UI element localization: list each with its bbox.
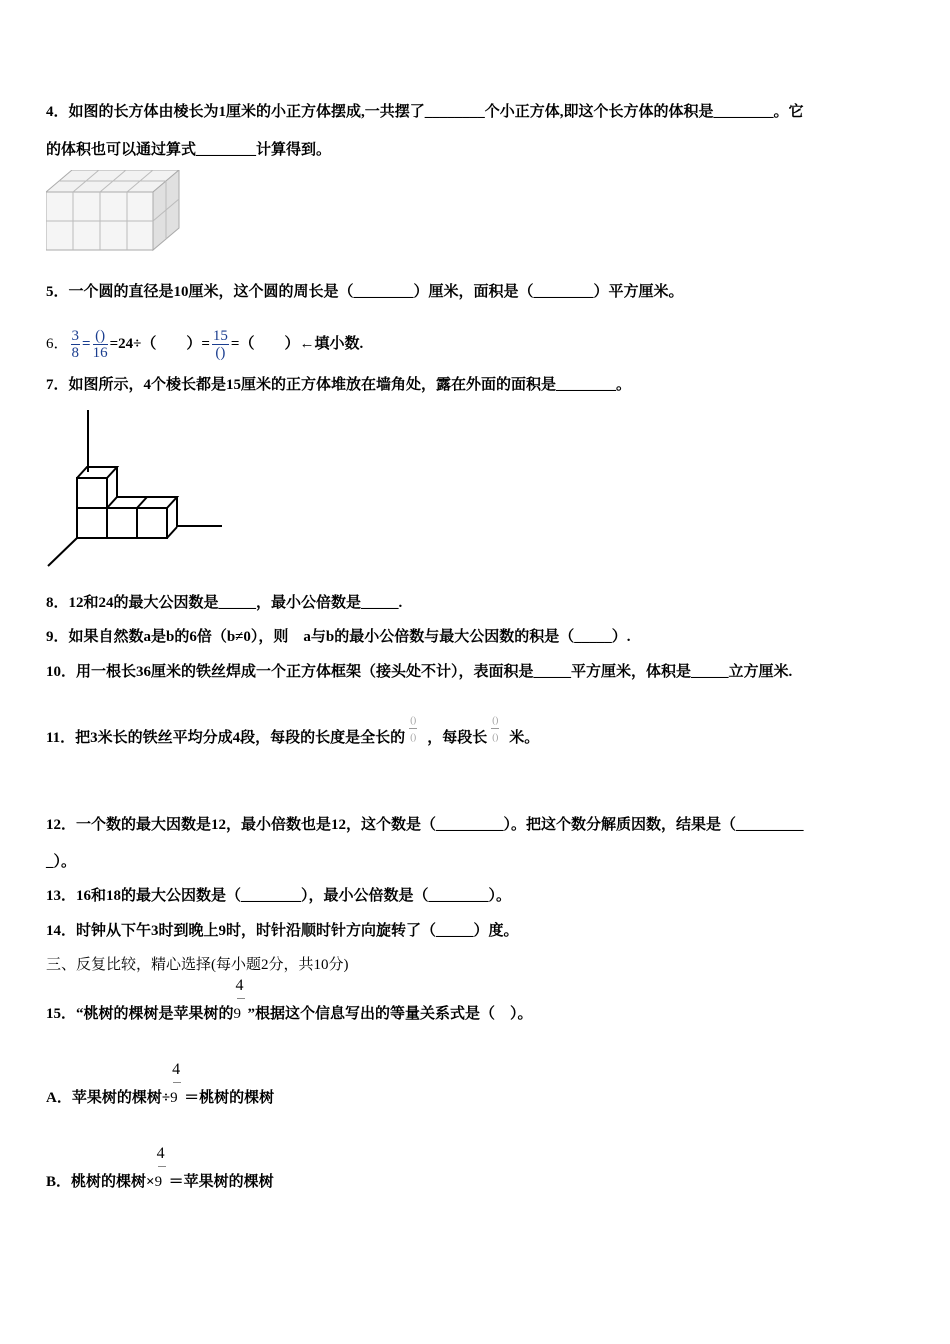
fraction-3-8: $\frac{3}{8}$ — [71, 328, 80, 361]
q4-line1: 4．如图的长方体由棱长为1厘米的小正方体摆成,一共摆了________个小正方体,即这个长方体的体积是________。它 — [46, 104, 804, 120]
q9: 9．如果自然数a是b的6倍（b≠0），则 a与b的最小公倍数与最大公因数的积是（_____）. — [46, 629, 631, 645]
q13: 13．16和18的最大公因数是（________），最小公倍数是（________）。 — [46, 888, 512, 904]
option-b[interactable]: B．桃树的棵树× $\frac{4}{9}=$苹果树的棵树 — [46, 1145, 274, 1190]
option-a[interactable]: A．苹果树的棵树÷ $\frac{4}{9}=$桃树的棵树 — [46, 1061, 275, 1106]
q4-line2: 的体积也可以通过算式________计算得到。 — [46, 142, 332, 158]
stacked-cubes-figure — [46, 410, 226, 568]
q8: 8．12和24的最大公因数是_____，最小公倍数是_____. — [46, 595, 403, 611]
fraction-15-blank: $\frac{15}{()}$ — [212, 328, 228, 361]
fraction-4-9: $\frac{4}{9}$ — [170, 1061, 181, 1106]
fraction-placeholder: () () — [409, 712, 417, 745]
q5: 5．一个圆的直径是10厘米，这个圆的周长是（________）厘米，面积是（________）平方厘米。 — [46, 284, 684, 300]
q6-number: 6． — [46, 335, 69, 352]
q11: 11．把3米长的铁丝平均分成4段，每段的长度是全长的 () () ，每段长 () () 米。 — [46, 728, 539, 748]
fraction-placeholder: () () — [491, 712, 499, 745]
fraction-4-9: $\frac{4}{9}$ — [154, 1145, 165, 1190]
q12-line1: 12．一个数的最大因数是12，最小倍数也是12，这个数是（_________）。把这个数分解质因数，结果是（_________ — [46, 817, 804, 833]
q12-line2: _）。 — [46, 854, 77, 870]
q6: 6． $\frac{3}{8}$ = $\frac{()}{16}$ =24÷（ ）= $\frac{15}{()}$ =（ ）←填小数. — [46, 328, 364, 361]
cuboid-figure — [46, 170, 181, 252]
q7: 7．如图所示，4个棱长都是15厘米的正方体堆放在墙角处，露在外面的面积是________。 — [46, 377, 632, 393]
fraction-4-9: $\frac{4}{9}$ — [233, 977, 244, 1022]
section-3-heading: 三、反复比较，精心选择(每小题2分，共10分) — [46, 957, 349, 973]
q10: 10．用一根长36厘米的铁丝焊成一个正方体框架（接头处不计），表面积是_____平方厘米，体积是_____立方厘米. — [46, 664, 793, 680]
fraction-blank-16: $\frac{()}{16}$ — [92, 328, 108, 361]
q14: 14．时钟从下午3时到晚上9时，时针沿顺时针方向旋转了（_____）度。 — [46, 923, 519, 939]
q15: 15．“桃树的棵树是苹果树的 $\frac{4}{9}$”根据这个信息写出的等量关系式是（ ）。 — [46, 977, 533, 1022]
